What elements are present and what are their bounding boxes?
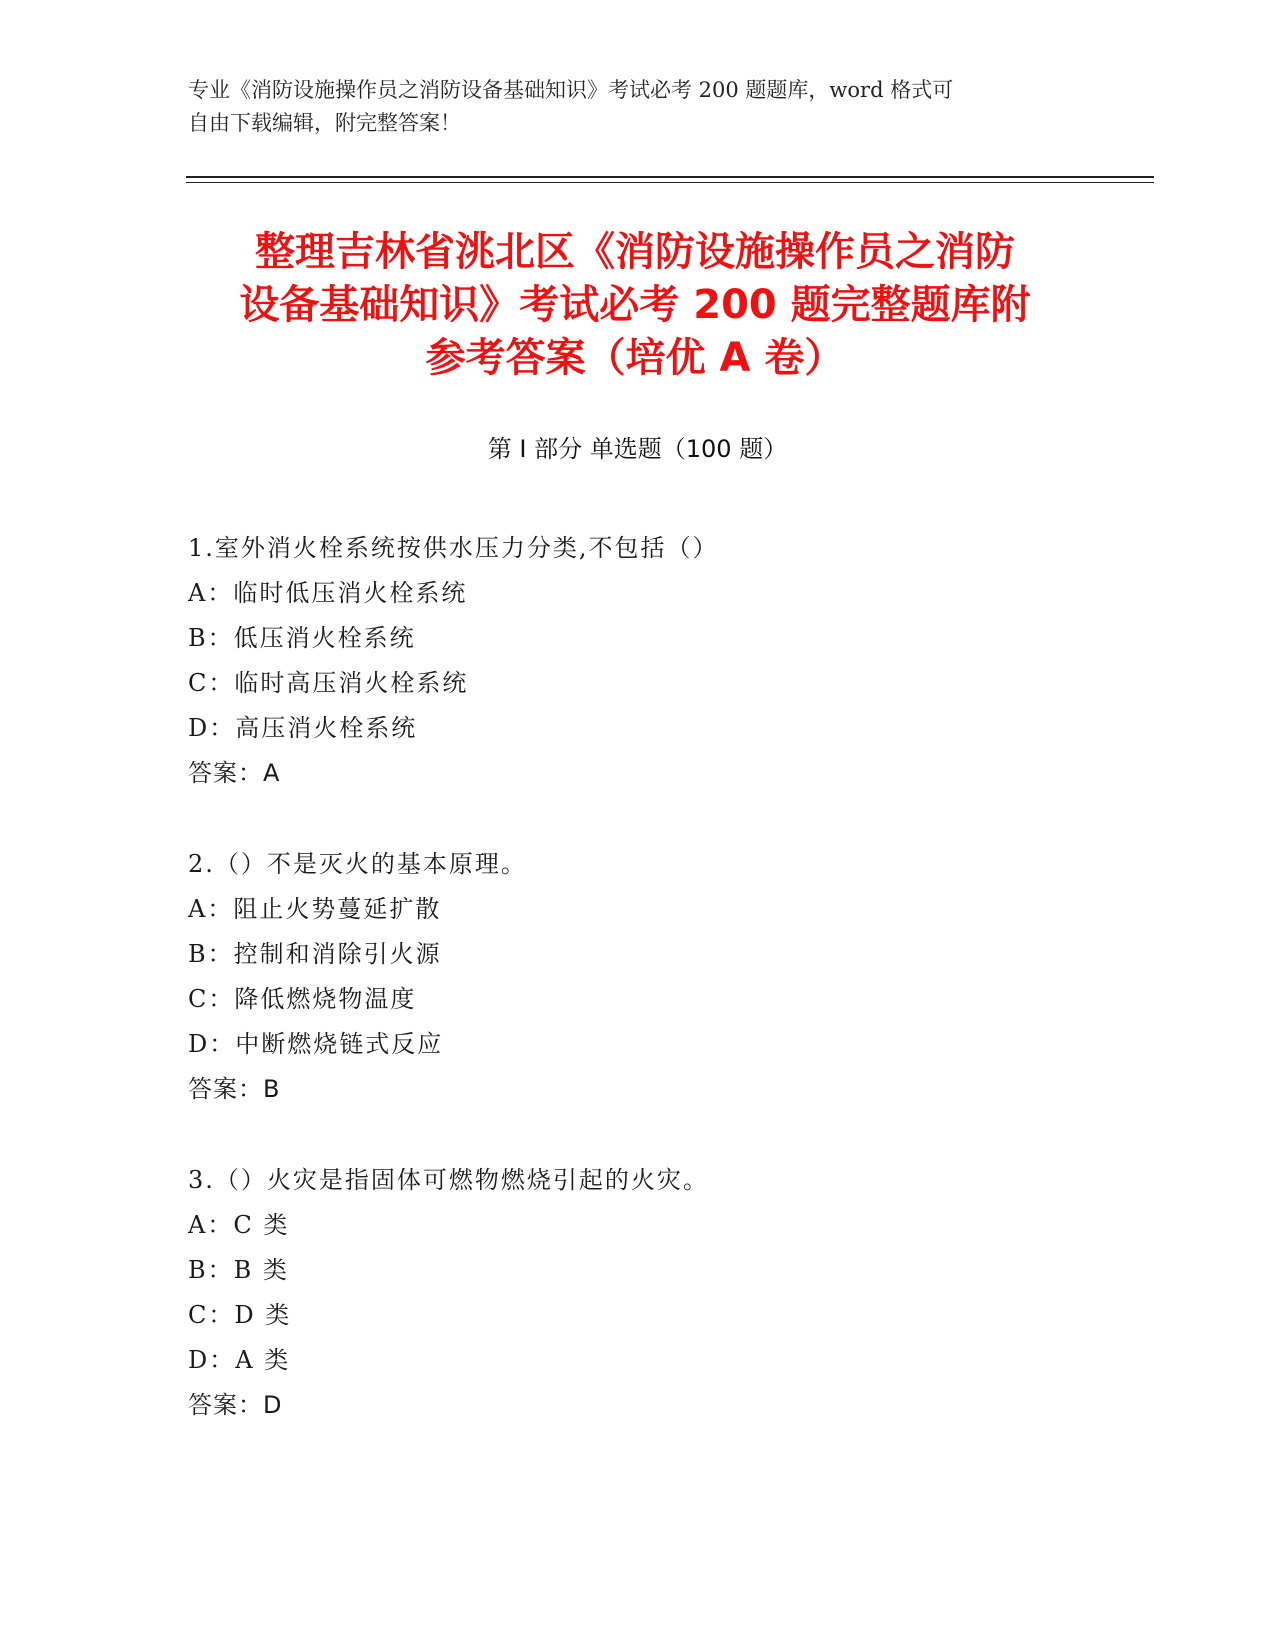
option-c: C：D 类 [188, 1301, 292, 1329]
answer: 答案：A [188, 759, 281, 787]
question-list [188, 526, 1088, 1474]
title-line-2: 设备基础知识》考试必考 200 题完整题库附 [239, 282, 1031, 328]
question-stem: 1.室外消火栓系统按供水压力分类,不包括（） [188, 534, 719, 562]
option-c: C：临时高压消火栓系统 [188, 669, 469, 697]
option-b: B：低压消火栓系统 [188, 624, 416, 652]
title-line-1: 整理吉林省洮北区《消防设施操作员之消防 [255, 229, 1015, 275]
option-a: A：临时低压消火栓系统 [188, 579, 468, 607]
question-stem: 3.（）火灾是指固体可燃物燃烧引起的火灾。 [188, 1166, 709, 1194]
option-a: A：阻止火势蔓延扩散 [188, 895, 442, 923]
header-divider-thin [186, 182, 1154, 183]
option-b: B：B 类 [188, 1256, 289, 1284]
question-1 [188, 526, 1088, 796]
question-2 [188, 842, 1088, 1112]
header-divider-thick [186, 176, 1154, 178]
question-stem: 2.（）不是灭火的基本原理。 [188, 850, 527, 878]
option-d: D：A 类 [188, 1346, 291, 1374]
header-note [188, 74, 1068, 140]
answer: 答案：D [188, 1391, 283, 1419]
option-b: B：控制和消除引火源 [188, 940, 442, 968]
question-3 [188, 1158, 1088, 1428]
document-title [170, 226, 1100, 385]
option-a: A：C 类 [188, 1211, 290, 1239]
option-c: C：降低燃烧物温度 [188, 985, 417, 1013]
header-note-line-2: 自由下载编辑，附完整答案！ [188, 111, 461, 135]
option-d: D：中断燃烧链式反应 [188, 1030, 444, 1058]
header-note-line-1: 专业《消防设施操作员之消防设备基础知识》考试必考 200 题题库，word 格式可 [188, 78, 954, 102]
answer: 答案：B [188, 1075, 281, 1103]
title-line-3: 参考答案（培优 A 卷） [425, 335, 845, 381]
section-heading: 第 I 部分 单选题（100 题） [487, 435, 788, 463]
option-d: D：高压消火栓系统 [188, 714, 418, 742]
